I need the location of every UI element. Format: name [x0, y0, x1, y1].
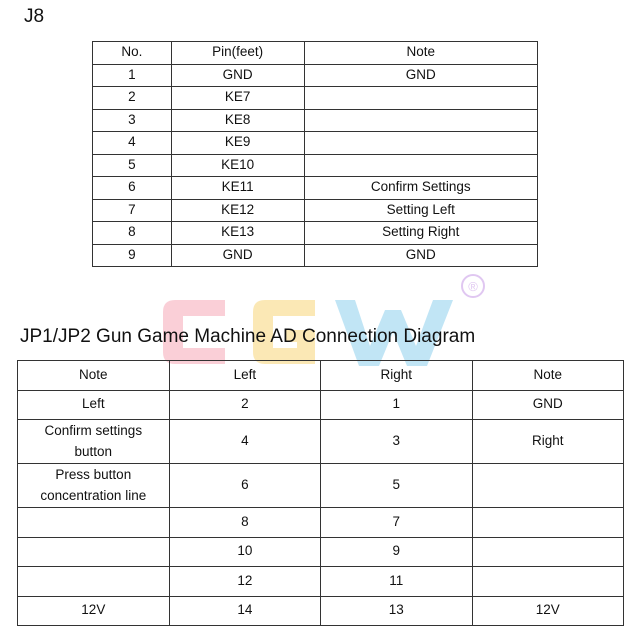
table-row: [93, 177, 538, 200]
cell-note-right: 12V: [472, 596, 623, 626]
cell-left: 4: [169, 420, 320, 464]
cell-no: 7: [93, 199, 172, 222]
cell-left: 8: [169, 508, 320, 538]
cell-note: Setting Right: [304, 222, 537, 245]
cell-right: 1: [321, 390, 472, 420]
cell-note-right: [472, 567, 623, 597]
cell-no: 1: [93, 64, 172, 87]
cell-no: 3: [93, 109, 172, 132]
table-row: [93, 132, 538, 155]
cell-note: [304, 154, 537, 177]
cell-note: [304, 87, 537, 110]
cell-pin: KE9: [171, 132, 304, 155]
cell-pin: GND: [171, 64, 304, 87]
cell-right: 3: [321, 420, 472, 464]
jp-connection-title: JP1/JP2 Gun Game Machine AD Connection Diagram: [20, 326, 476, 347]
cell-note-left: Press button concentration line: [18, 464, 170, 508]
table-row: [93, 199, 538, 222]
j8-title: J8: [24, 6, 45, 27]
cell-right: 7: [321, 508, 472, 538]
header-no: No.: [93, 42, 172, 65]
svg-text:®: ®: [468, 279, 478, 294]
header-left: Left: [169, 361, 320, 391]
header-note-left: Note: [18, 361, 170, 391]
table-row: [93, 222, 538, 245]
header-note-right: Note: [472, 361, 623, 391]
header-pin: Pin(feet): [171, 42, 304, 65]
cell-no: 8: [93, 222, 172, 245]
table-row: [93, 154, 538, 177]
cell-note: Setting Left: [304, 199, 537, 222]
table-header-row: [18, 361, 624, 391]
table-row: [18, 508, 624, 538]
cell-right: 9: [321, 537, 472, 567]
cell-left: 12: [169, 567, 320, 597]
cell-no: 9: [93, 244, 172, 267]
header-note: Note: [304, 42, 537, 65]
cell-note-left: Confirm settings button: [18, 420, 170, 464]
cell-pin: KE8: [171, 109, 304, 132]
cell-left: 14: [169, 596, 320, 626]
table-row: [93, 64, 538, 87]
table-row: [93, 87, 538, 110]
cell-right: 11: [321, 567, 472, 597]
cell-no: 6: [93, 177, 172, 200]
cell-note-right: Right: [472, 420, 623, 464]
cell-note-right: [472, 508, 623, 538]
cell-note-left: 12V: [18, 596, 170, 626]
cell-pin: KE11: [171, 177, 304, 200]
table-row: [18, 537, 624, 567]
cell-left: 10: [169, 537, 320, 567]
cell-note-right: GND: [472, 390, 623, 420]
cell-pin: KE7: [171, 87, 304, 110]
header-right: Right: [321, 361, 472, 391]
cell-note: GND: [304, 244, 537, 267]
j8-pin-table: [92, 41, 538, 267]
cell-right: 13: [321, 596, 472, 626]
cell-note: Confirm Settings: [304, 177, 537, 200]
cell-left: 6: [169, 464, 320, 508]
cell-pin: KE12: [171, 199, 304, 222]
table-row: [18, 464, 624, 508]
cell-pin: GND: [171, 244, 304, 267]
cell-note-left: [18, 508, 170, 538]
table-row: [18, 567, 624, 597]
cell-no: 5: [93, 154, 172, 177]
table-row: [18, 420, 624, 464]
table-row: [18, 390, 624, 420]
cell-right: 5: [321, 464, 472, 508]
cell-note-left: Left: [18, 390, 170, 420]
cell-no: 2: [93, 87, 172, 110]
cell-note-left: [18, 537, 170, 567]
table-row: [18, 596, 624, 626]
cell-note: GND: [304, 64, 537, 87]
cell-left: 2: [169, 390, 320, 420]
cell-note-left: [18, 567, 170, 597]
cell-note-right: [472, 537, 623, 567]
cell-pin: KE10: [171, 154, 304, 177]
table-row: [93, 244, 538, 267]
cell-note: [304, 109, 537, 132]
cell-note: [304, 132, 537, 155]
cell-pin: KE13: [171, 222, 304, 245]
cell-no: 4: [93, 132, 172, 155]
table-header-row: [93, 42, 538, 65]
table-row: [93, 109, 538, 132]
cell-note-right: [472, 464, 623, 508]
jp-connection-table: [17, 360, 624, 626]
